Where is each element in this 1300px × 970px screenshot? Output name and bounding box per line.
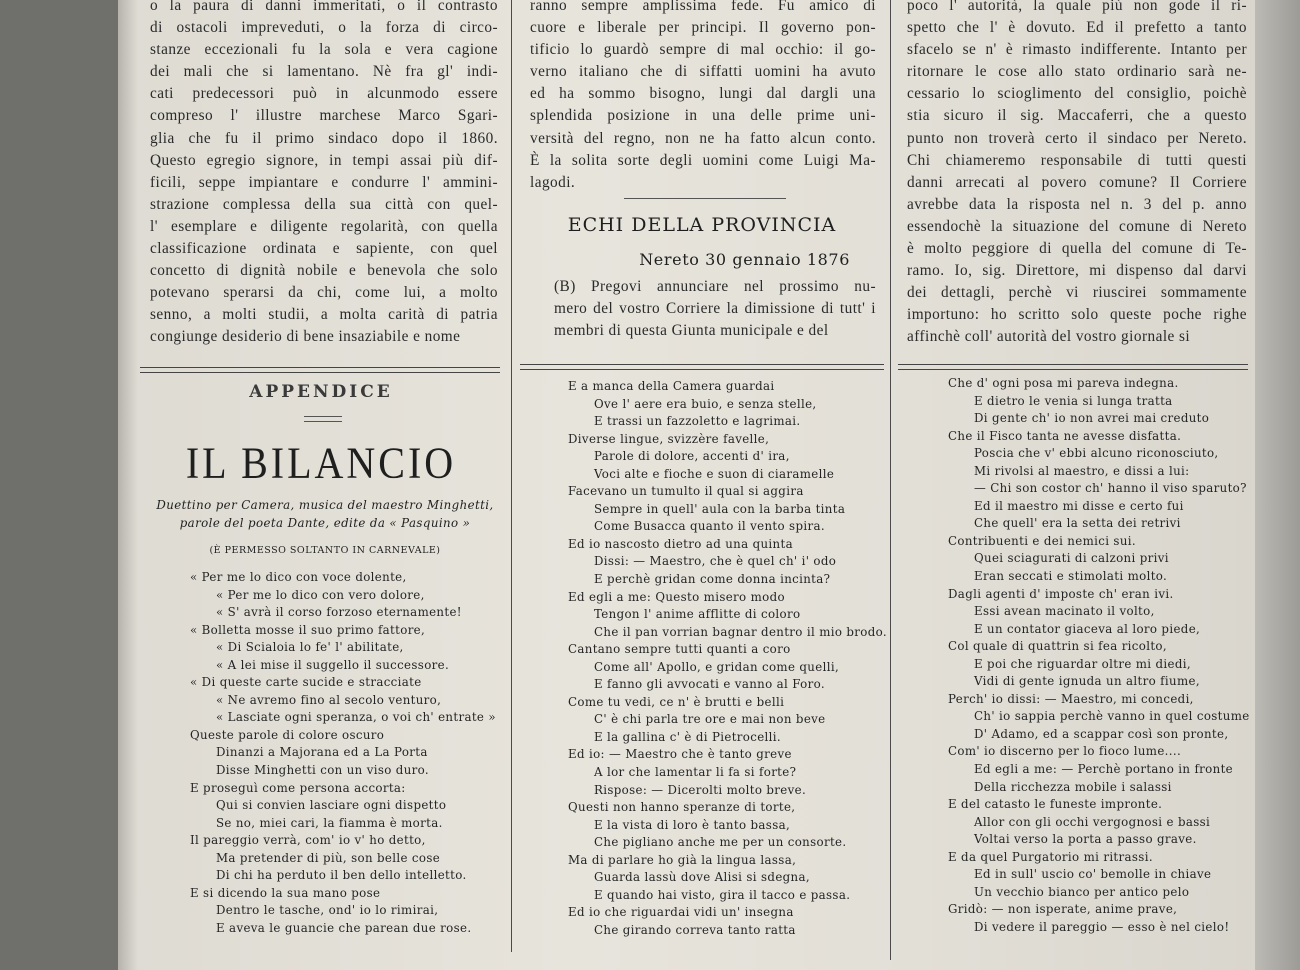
text-line: dei mali che si lamentano. Nè fra gl' indi- — [150, 63, 498, 81]
article-column-2 — [530, 0, 876, 194]
text-line: Chi chiameremo responsabile di tutti questi — [907, 151, 1247, 169]
verse-line: E proseguì come persona accorta: — [190, 780, 406, 795]
verse-line: Dentro le tasche, ond' io lo rimirai, — [216, 903, 439, 918]
poem-title: IL BILANCIO — [185, 437, 457, 488]
dateline: Nereto 30 gennaio 1876 — [639, 250, 850, 269]
verse-line: Ed io nascosto dietro ad una quinta — [568, 536, 793, 551]
verse-line: D' Adamo, ed a scappar così son pronte, — [974, 726, 1229, 741]
verse-line: Diverse lingue, svizzère favelle, — [568, 431, 770, 446]
verse-line: Facevano un tumulto il qual si aggira — [568, 484, 804, 499]
text-line: concetto di dignità nobile e benevola che solo — [150, 262, 498, 280]
verse-line: Rispose: — Dicerolti molto breve. — [594, 782, 807, 797]
verse-line: Ch' io sappia perchè vanno in quel costume — [974, 709, 1250, 724]
verse-line: Ed io che riguardai vidi un' insegna — [568, 905, 794, 920]
text-line: punto non troverà certo il sindaco per Nereto. — [907, 129, 1247, 147]
appendice-ornament — [304, 416, 342, 422]
verse-line: « S' avrà il corso forzoso eternamente! — [216, 605, 462, 620]
text-line: ramo. Io, sig. Direttore, mi dispenso dal darvi — [907, 262, 1247, 280]
verse-line: E dietro le venia si lunga tratta — [974, 393, 1173, 408]
text-line: importuno: ho scritto solo queste poche righe — [907, 306, 1247, 324]
subtitle-line: parole del poeta Dante, edite da « Pasquino » — [179, 516, 471, 530]
text-line: sfacelo se n' è rimasto indifferente. Intanto per — [907, 41, 1247, 59]
text-line: spetto che l' è dovuto. Ed il prefetto a tanto — [907, 19, 1247, 37]
verse-line: Disse Minghetti con un viso duro. — [216, 763, 429, 778]
verse-line: Ma di parlare ho già la lingua lassa, — [568, 852, 797, 867]
verse-line: Allor con gli occhi vergognosi e bassi — [974, 814, 1211, 829]
verse-line: Queste parole di colore oscuro — [190, 727, 385, 742]
article-column-3 — [907, 0, 1247, 349]
text-line: potevano sperarsi da chi, come lui, a molto — [150, 284, 498, 302]
poem-column-3 — [948, 375, 1248, 937]
verse-line: Che il pan vorrian bagnar dentro il mio brodo. — [594, 624, 887, 639]
column-rule-2 — [890, 0, 891, 960]
verse-line: Tengon l' anime afflitte di coloro — [594, 607, 801, 622]
text-line: lagodi. — [530, 173, 576, 191]
verse-line: Ed in sull' uscio co' bemolle in chiave — [974, 867, 1212, 882]
text-line: essendochè la situazione del comune di Nereto — [907, 217, 1247, 235]
verse-line: Ed il maestro mi disse e certo fui — [974, 498, 1184, 513]
text-line: affinchè coll' autorità del vostro giornale si — [907, 328, 1191, 346]
appendice-rule-1 — [140, 367, 500, 373]
verse-line: Parole di dolore, accenti d' ira, — [594, 449, 790, 464]
verse-line: Essi avean macinato il volto, — [974, 604, 1155, 619]
verse-line: « Per me lo dico con voce dolente, — [190, 570, 407, 584]
verse-line: Ed io: — Maestro che è tanto greve — [568, 747, 792, 762]
verse-line: Che il Fisco tanta ne avesse disfatta. — [948, 428, 1182, 443]
appendice-rule-2 — [520, 364, 884, 370]
verse-line: « A lei mise il suggello il successore. — [216, 657, 450, 672]
article-column-1 — [150, 0, 498, 349]
verse-line: « Per me lo dico con vero dolore, — [216, 587, 425, 602]
text-line: cati predecessori può in alcunmodo essere — [150, 85, 498, 103]
column-rule-1 — [511, 0, 512, 952]
text-line: stanze eccezionali fu la sola e vera cagione — [150, 41, 498, 59]
verse-line: Ed egli a me: — Perchè portano in fronte — [974, 762, 1233, 777]
verse-line: C' è chi parla tre ore e mai non beve — [594, 712, 826, 727]
appendice-rule-3 — [898, 364, 1248, 370]
poem-notice: (È PERMESSO SOLTANTO IN CARNEVALE) — [209, 545, 441, 556]
verse-line: Se no, miei cari, la fiamma è morta. — [216, 815, 443, 830]
verse-line: Vidi di gente ignuda un altro fiume, — [974, 674, 1200, 689]
verse-line: — Chi son costor ch' hanno il viso sparuto? — [974, 481, 1247, 496]
section-heading: ECHI DELLA PROVINCIA — [567, 214, 837, 236]
verse-line: Eran seccati e stimolati molto. — [974, 569, 1168, 584]
verse-line: Di gente ch' io non avrei mai creduto — [974, 411, 1210, 426]
verse-line: Un vecchio bianco per antico pelo — [974, 884, 1190, 899]
letter-text — [554, 276, 876, 342]
subtitle-line: Duettino per Camera, musica del maestro Minghetti, — [156, 498, 494, 512]
page-edge-shadow — [118, 0, 138, 970]
text-line: ranno sempre amplissima fede. Fu amico di — [530, 0, 876, 14]
verse-line: Poscia che v' ebbi alcuno riconosciuto, — [974, 446, 1219, 461]
text-line: ficili, seppe impiantare e condurre l' ammini- — [150, 173, 498, 191]
poem-column-2 — [568, 378, 887, 940]
verse-line: E quando hai visto, gira il tacco e passa. — [594, 887, 851, 902]
verse-line: E la gallina c' è di Pietrocelli. — [594, 729, 781, 744]
text-line: verno italiano che di siffatti uomini ha avuto — [530, 63, 876, 81]
verse-line: Di vedere il pareggio — esso è nel cielo! — [974, 919, 1230, 934]
text-line: membri di questa Giunta municipale e del — [554, 322, 829, 340]
verse-line: Ove l' aere era buio, e senza stelle, — [594, 396, 817, 411]
verse-line: Che pigliano anche me per un consorte. — [594, 835, 847, 850]
verse-line: Qui si convien lasciare ogni dispetto — [216, 798, 447, 813]
verse-line: Dagli agenti d' imposte ch' eran ivi. — [948, 586, 1174, 601]
verse-line: Come tu vedi, ce n' è brutti e belli — [568, 694, 785, 709]
verse-line: Perch' io dissi: — Maestro, mi concedi, — [948, 691, 1194, 706]
verse-line: Voltai verso la porta a passo grave. — [974, 832, 1197, 847]
poem-subtitle — [150, 496, 500, 532]
text-line: l' esemplare e diligente regolarità, con quella — [150, 217, 498, 235]
text-line: mero del vostro Corriere la dimissione di tutt' i — [554, 300, 876, 318]
verse-line: Contribuenti e dei nemici sui. — [948, 533, 1137, 548]
verse-line: « Bolletta mosse il suo primo fattore, — [190, 622, 426, 637]
text-line: classificazione ordinata e sapiente, con quel — [150, 240, 498, 258]
text-line: strazione complessa della sua città con quel- — [150, 195, 498, 213]
page-right-margin — [1255, 0, 1300, 970]
verse-line: A lor che lamentar li fa si forte? — [594, 765, 797, 780]
verse-line: Dinanzi a Majorana ed a La Porta — [216, 745, 428, 760]
verse-line: Com' io discerno per lo fioco lume.... — [948, 744, 1182, 759]
text-line: compreso l' illustre marchese Marco Sgari- — [150, 107, 498, 125]
verse-line: E fanno gli avvocati e vanno al Foro. — [594, 677, 825, 692]
verse-line: E perchè gridan come donna incinta? — [594, 572, 831, 587]
text-line: cuore e liberale per principi. Il governo pon- — [530, 19, 876, 37]
verse-line: « Lasciate ogni speranza, o voi ch' entrate » — [216, 710, 496, 725]
verse-line: Voci alte e fioche e suon di ciaramelle — [594, 466, 835, 481]
section-separator — [624, 198, 786, 199]
text-line: dei dettagli, perchè vi riuscirei sommamente — [907, 284, 1247, 302]
verse-line: « Ne avremo fino al secolo venturo, — [216, 692, 442, 707]
text-line: avrebbe data la risposta nel n. 3 del p. anno — [907, 195, 1247, 213]
text-line: splendida posizione in una delle prime uni- — [530, 107, 876, 125]
text-line: o la paura di danni immeritati, o il contrasto — [150, 0, 498, 14]
verse-line: E un contator giaceva al loro piede, — [974, 621, 1201, 636]
verse-line: E poi che riguardar oltre mi diedi, — [974, 656, 1192, 671]
verse-line: Ma pretender di più, son belle cose — [216, 850, 441, 865]
verse-line: E la vista di loro è tanto bassa, — [594, 817, 791, 832]
verse-line: Questi non hanno speranze di torte, — [568, 800, 796, 815]
text-line: tificio lo guardò sempre di mal occhio: il go- — [530, 41, 876, 59]
verse-line: Guarda lassù dove Alisi si sdegna, — [594, 870, 810, 885]
text-line: (B) Pregovi annunciare nel prossimo nu- — [554, 278, 876, 295]
verse-line: Ed egli a me: Questo misero modo — [568, 589, 785, 604]
text-line: congiunge desiderio di bene insaziabile e nome — [150, 328, 461, 346]
verse-line: « Di queste carte sucide e stracciate — [190, 675, 422, 690]
appendice-heading: APPENDICE — [249, 382, 393, 402]
text-line: Questo egregio signore, in tempi assai più dif- — [150, 151, 498, 169]
text-line: versità del regno, non ne ha fatto alcun conto. — [530, 129, 876, 147]
poem-column-1 — [190, 569, 500, 937]
verse-line: E da quel Purgatorio mi ritrassi. — [948, 849, 1153, 864]
verse-line: Di chi ha perduto il ben dello intelletto. — [216, 868, 467, 883]
verse-line: E del catasto le funeste impronte. — [948, 797, 1163, 812]
verse-line: Come all' Apollo, e gridan come quelli, — [594, 659, 840, 674]
text-line: danni arrecati al povero comune? Il Corriere — [907, 173, 1247, 191]
verse-line: Col quale di quattrin si fea ricolto, — [948, 639, 1167, 654]
verse-line: Dissi: — Maestro, che è quel ch' i' odo — [594, 554, 837, 569]
verse-line: E a manca della Camera guardai — [568, 379, 775, 393]
text-line: glia che fu il primo sindaco dopo il 1860. — [150, 129, 498, 147]
text-line: ed ha sommo bisogno, lungi dal dargli una — [530, 85, 876, 103]
verse-line: Che d' ogni posa mi pareva indegna. — [948, 376, 1179, 390]
text-line: cessario lo scioglimento del consiglio, poichè — [907, 85, 1247, 103]
verse-line: E trassi un fazzoletto e lagrimai. — [594, 414, 801, 429]
text-line: stia sicuro il sig. Maccaferri, che a questo — [907, 107, 1247, 125]
verse-line: Che quell' era la setta dei retrivi — [974, 516, 1181, 531]
text-line: È la solita sorte degli uomini come Luigi Ma- — [530, 151, 876, 169]
text-line: ritornare le cose allo stato ordinario sarà ne- — [907, 63, 1247, 81]
text-line: poco l' autorità, la quale più non gode il ri- — [907, 0, 1247, 14]
verse-line: Come Busacca quanto il vento spira. — [594, 519, 825, 534]
verse-line: Cantano sempre tutti quanti a coro — [568, 642, 791, 657]
verse-line: Quei sciagurati di calzoni privi — [974, 551, 1169, 566]
verse-line: Sempre in quell' aula con la barba tinta — [594, 501, 846, 516]
text-line: è molto peggiore di quella del comune di Te- — [907, 240, 1247, 258]
verse-line: Il pareggio verrà, com' io v' ho detto, — [190, 833, 426, 848]
verse-line: Gridò: — non isperate, anime prave, — [948, 902, 1178, 917]
text-line: di ostacoli impreveduti, o la forza di circo- — [150, 19, 498, 37]
verse-line: E aveva le guancie che parean due rose. — [216, 920, 472, 935]
verse-line: Mi rivolsi al maestro, e dissi a lui: — [974, 463, 1190, 478]
verse-line: « Di Scialoia lo fe' l' abilitate, — [216, 640, 404, 655]
verse-line: E si dicendo la sua mano pose — [190, 885, 381, 900]
verse-line: Della ricchezza mobile i salassi — [974, 779, 1172, 794]
text-line: senno, a molti studii, a molta carità di patria — [150, 306, 498, 324]
verse-line: Che girando correva tanto ratta — [594, 922, 796, 937]
